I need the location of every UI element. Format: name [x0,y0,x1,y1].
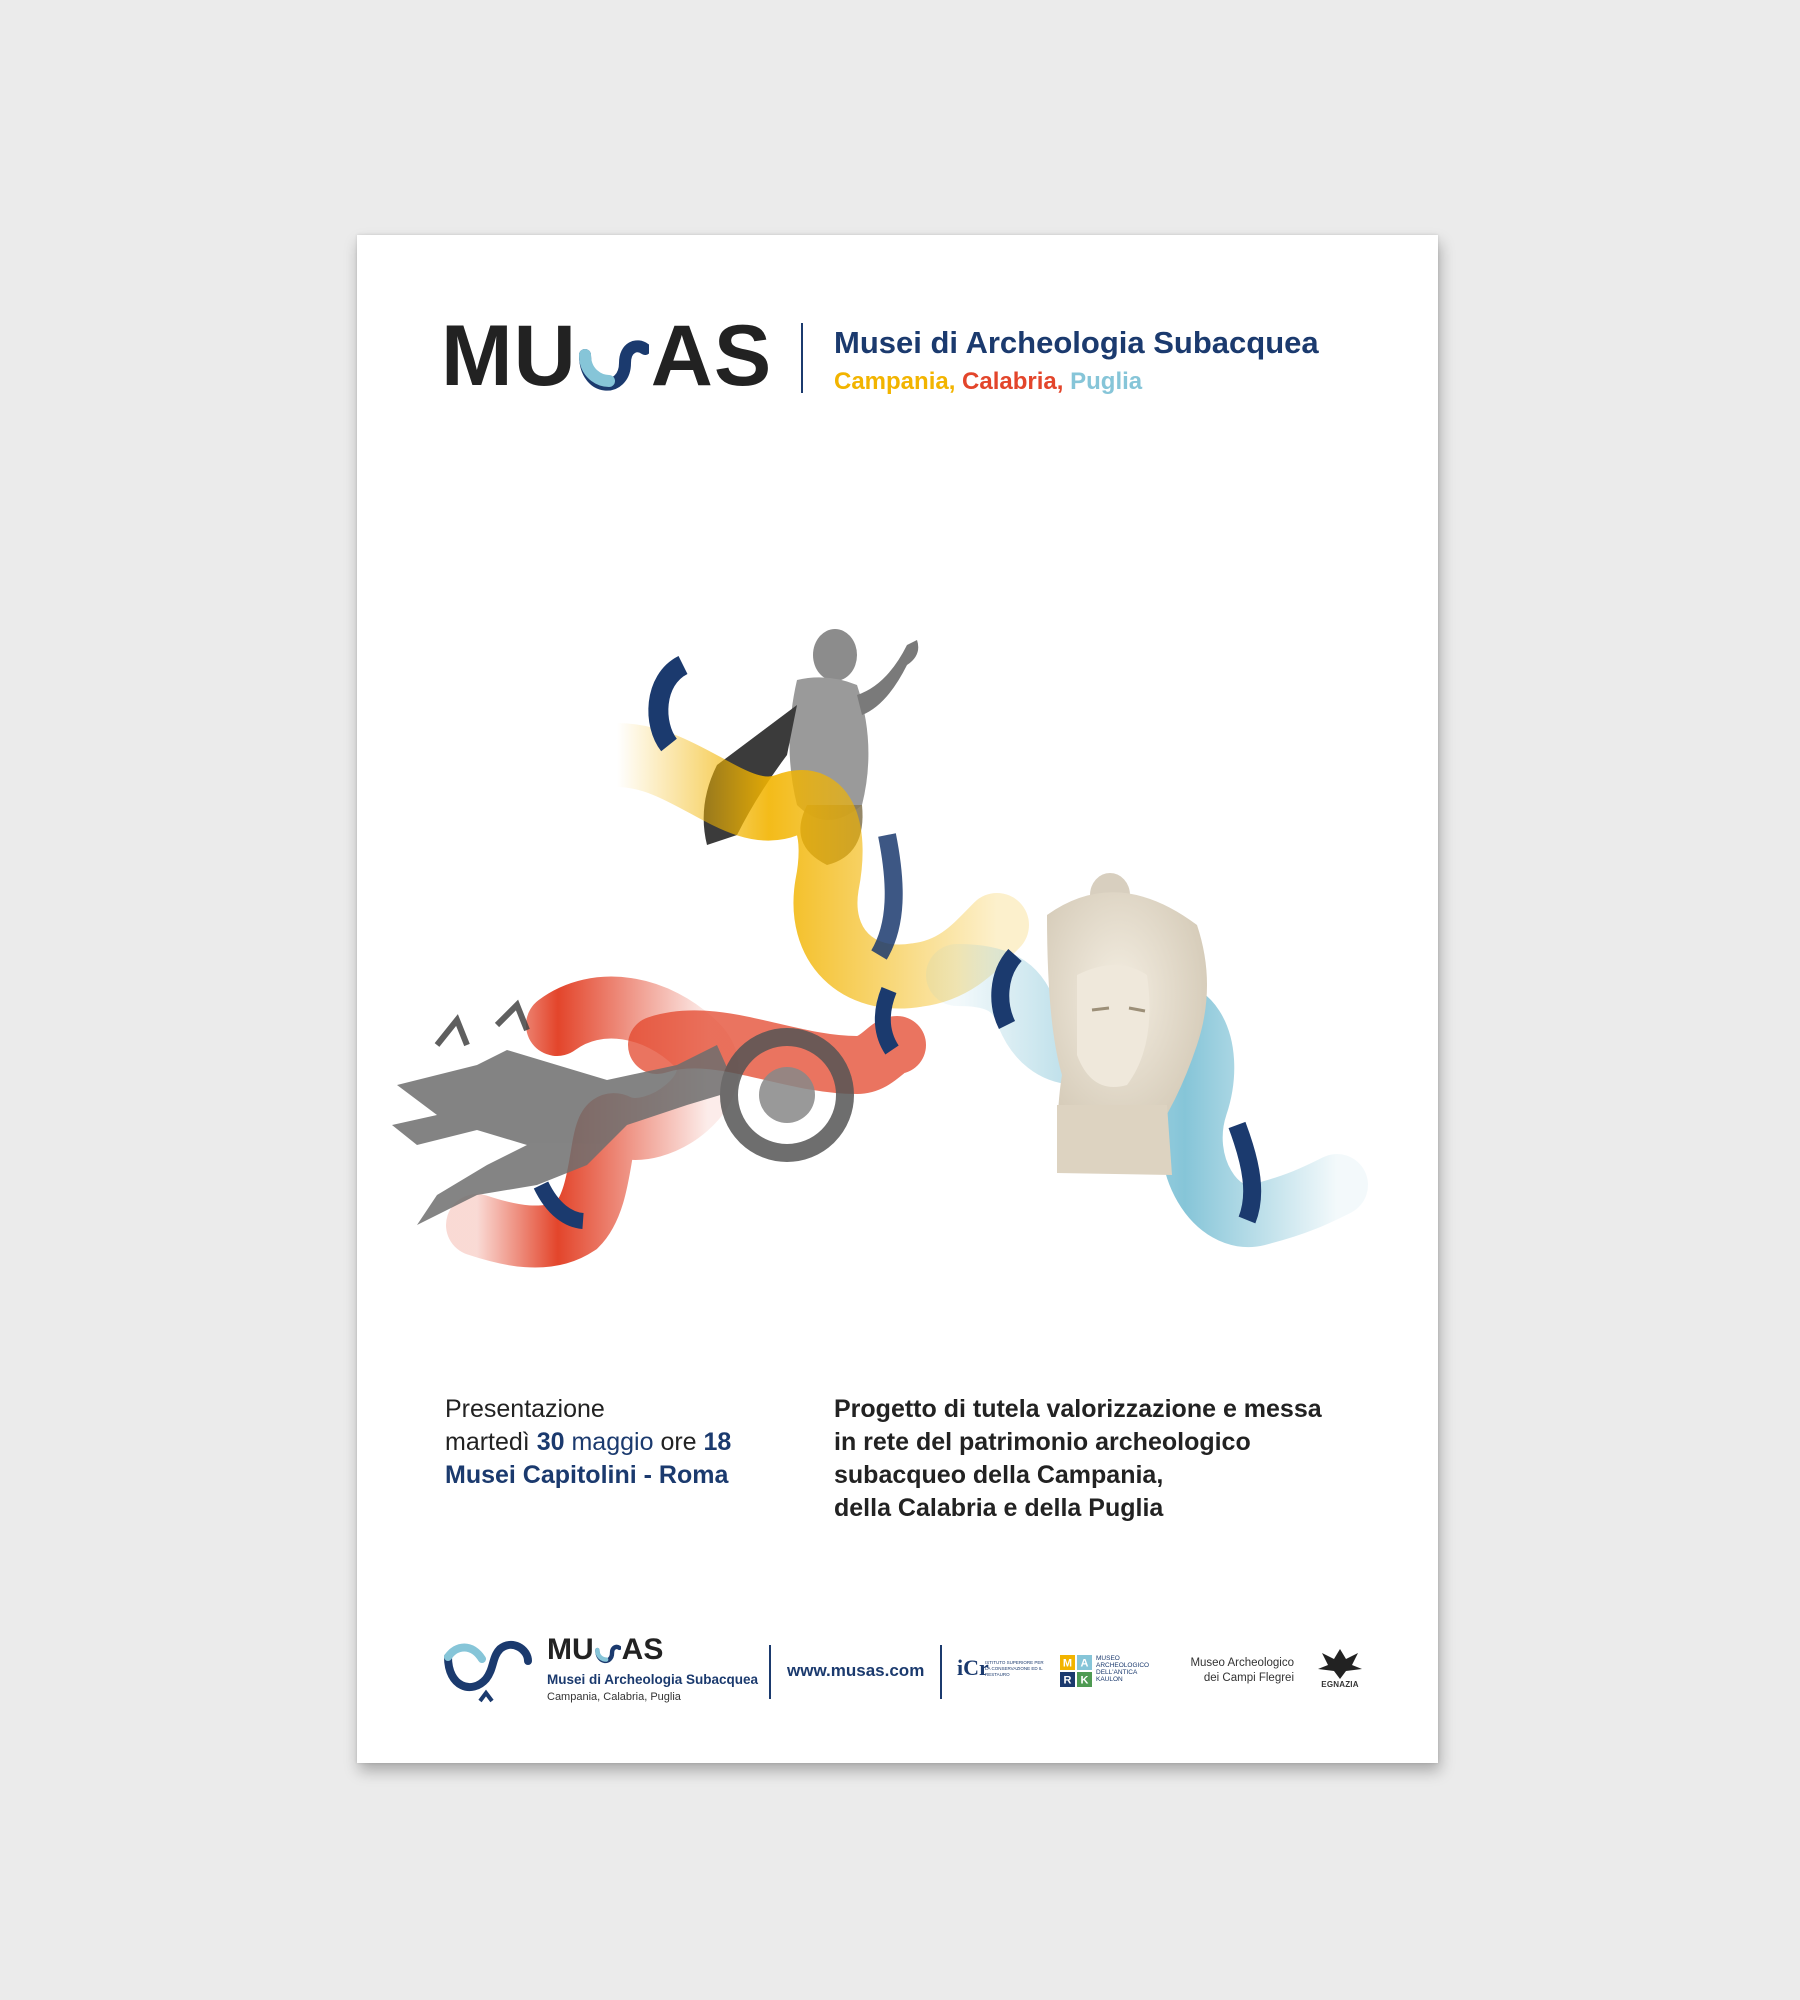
project-description [834,1393,1322,1525]
footer-subtitle: Musei di Archeologia Subacquea [547,1672,759,1687]
presentation-label: Presentazione [445,1395,605,1423]
footer-regions: Campania, Calabria, Puglia [547,1691,681,1703]
mark-letter-a: A [1080,1657,1089,1670]
region-campania: Campania, [834,368,956,395]
header-divider [801,323,803,393]
header-title: Musei di Archeologia Subacquea [834,325,1319,360]
artwork-illustration [357,505,1438,1305]
project-line: subacqueo della Campania, [834,1461,1164,1489]
presentation-block [445,1393,731,1492]
mark-letter-m: M [1062,1657,1073,1670]
icr-mark: iCr [957,1655,989,1680]
presentation-day: martedì [445,1428,530,1456]
footer-divider [769,1645,771,1699]
mark-letter-k: K [1080,1674,1089,1687]
icr-caption: ISTITUTO SUPERIORE PER LA CONSERVAZIONE ED IL RESTAURO [985,1660,1044,1677]
presentation-date-num: 30 [536,1428,565,1456]
presentation-ore-label: ore [660,1428,697,1456]
footer-divider [940,1645,942,1699]
mark-letter-r: R [1063,1674,1072,1687]
presentation-date [445,1426,731,1459]
poster-page [357,235,1438,1763]
logo-text-right: AS [650,308,773,404]
campi-line-1: Museo Archeologico [1190,1657,1294,1669]
mark-line: ARCHEOLOGICO [1096,1662,1150,1669]
project-line: Progetto di tutela valorizzazione e messa [834,1395,1322,1423]
footer-logo-right: AS [621,1633,664,1666]
campi-line-2: dei Campi Flegrei [1203,1672,1294,1684]
mark-museum-caption [1096,1655,1156,1683]
project-line: in rete del patrimonio archeologico [834,1428,1251,1456]
region-puglia: Puglia [1070,368,1143,395]
presentation-venue: Musei Capitolini - Roma [445,1461,729,1489]
header-regions [834,368,1142,396]
website-link[interactable]: www.musas.com [787,1661,925,1680]
musas-emblem-icon [442,1635,534,1705]
mark-museum-logo [1060,1655,1092,1687]
mark-line: DELL'ANTICA [1096,1669,1138,1676]
wave-icon [579,333,649,393]
musas-logo [441,308,773,404]
wave-icon [595,1642,621,1664]
campi-flegrei-logo [1177,1656,1294,1686]
footer-logo [547,1633,663,1667]
footer-logo-left: MU [547,1633,594,1666]
egnazia-label: EGNAZIA [1321,1680,1359,1689]
mark-line: KAULON [1096,1676,1123,1683]
logo-text-left: MU [441,308,577,404]
mark-line: MUSEO [1096,1655,1120,1662]
presentation-month: maggio [571,1428,654,1456]
presentation-hour: 18 [703,1428,732,1456]
region-calabria: Calabria, [962,368,1064,395]
project-line: della Calabria e della Puglia [834,1494,1164,1522]
